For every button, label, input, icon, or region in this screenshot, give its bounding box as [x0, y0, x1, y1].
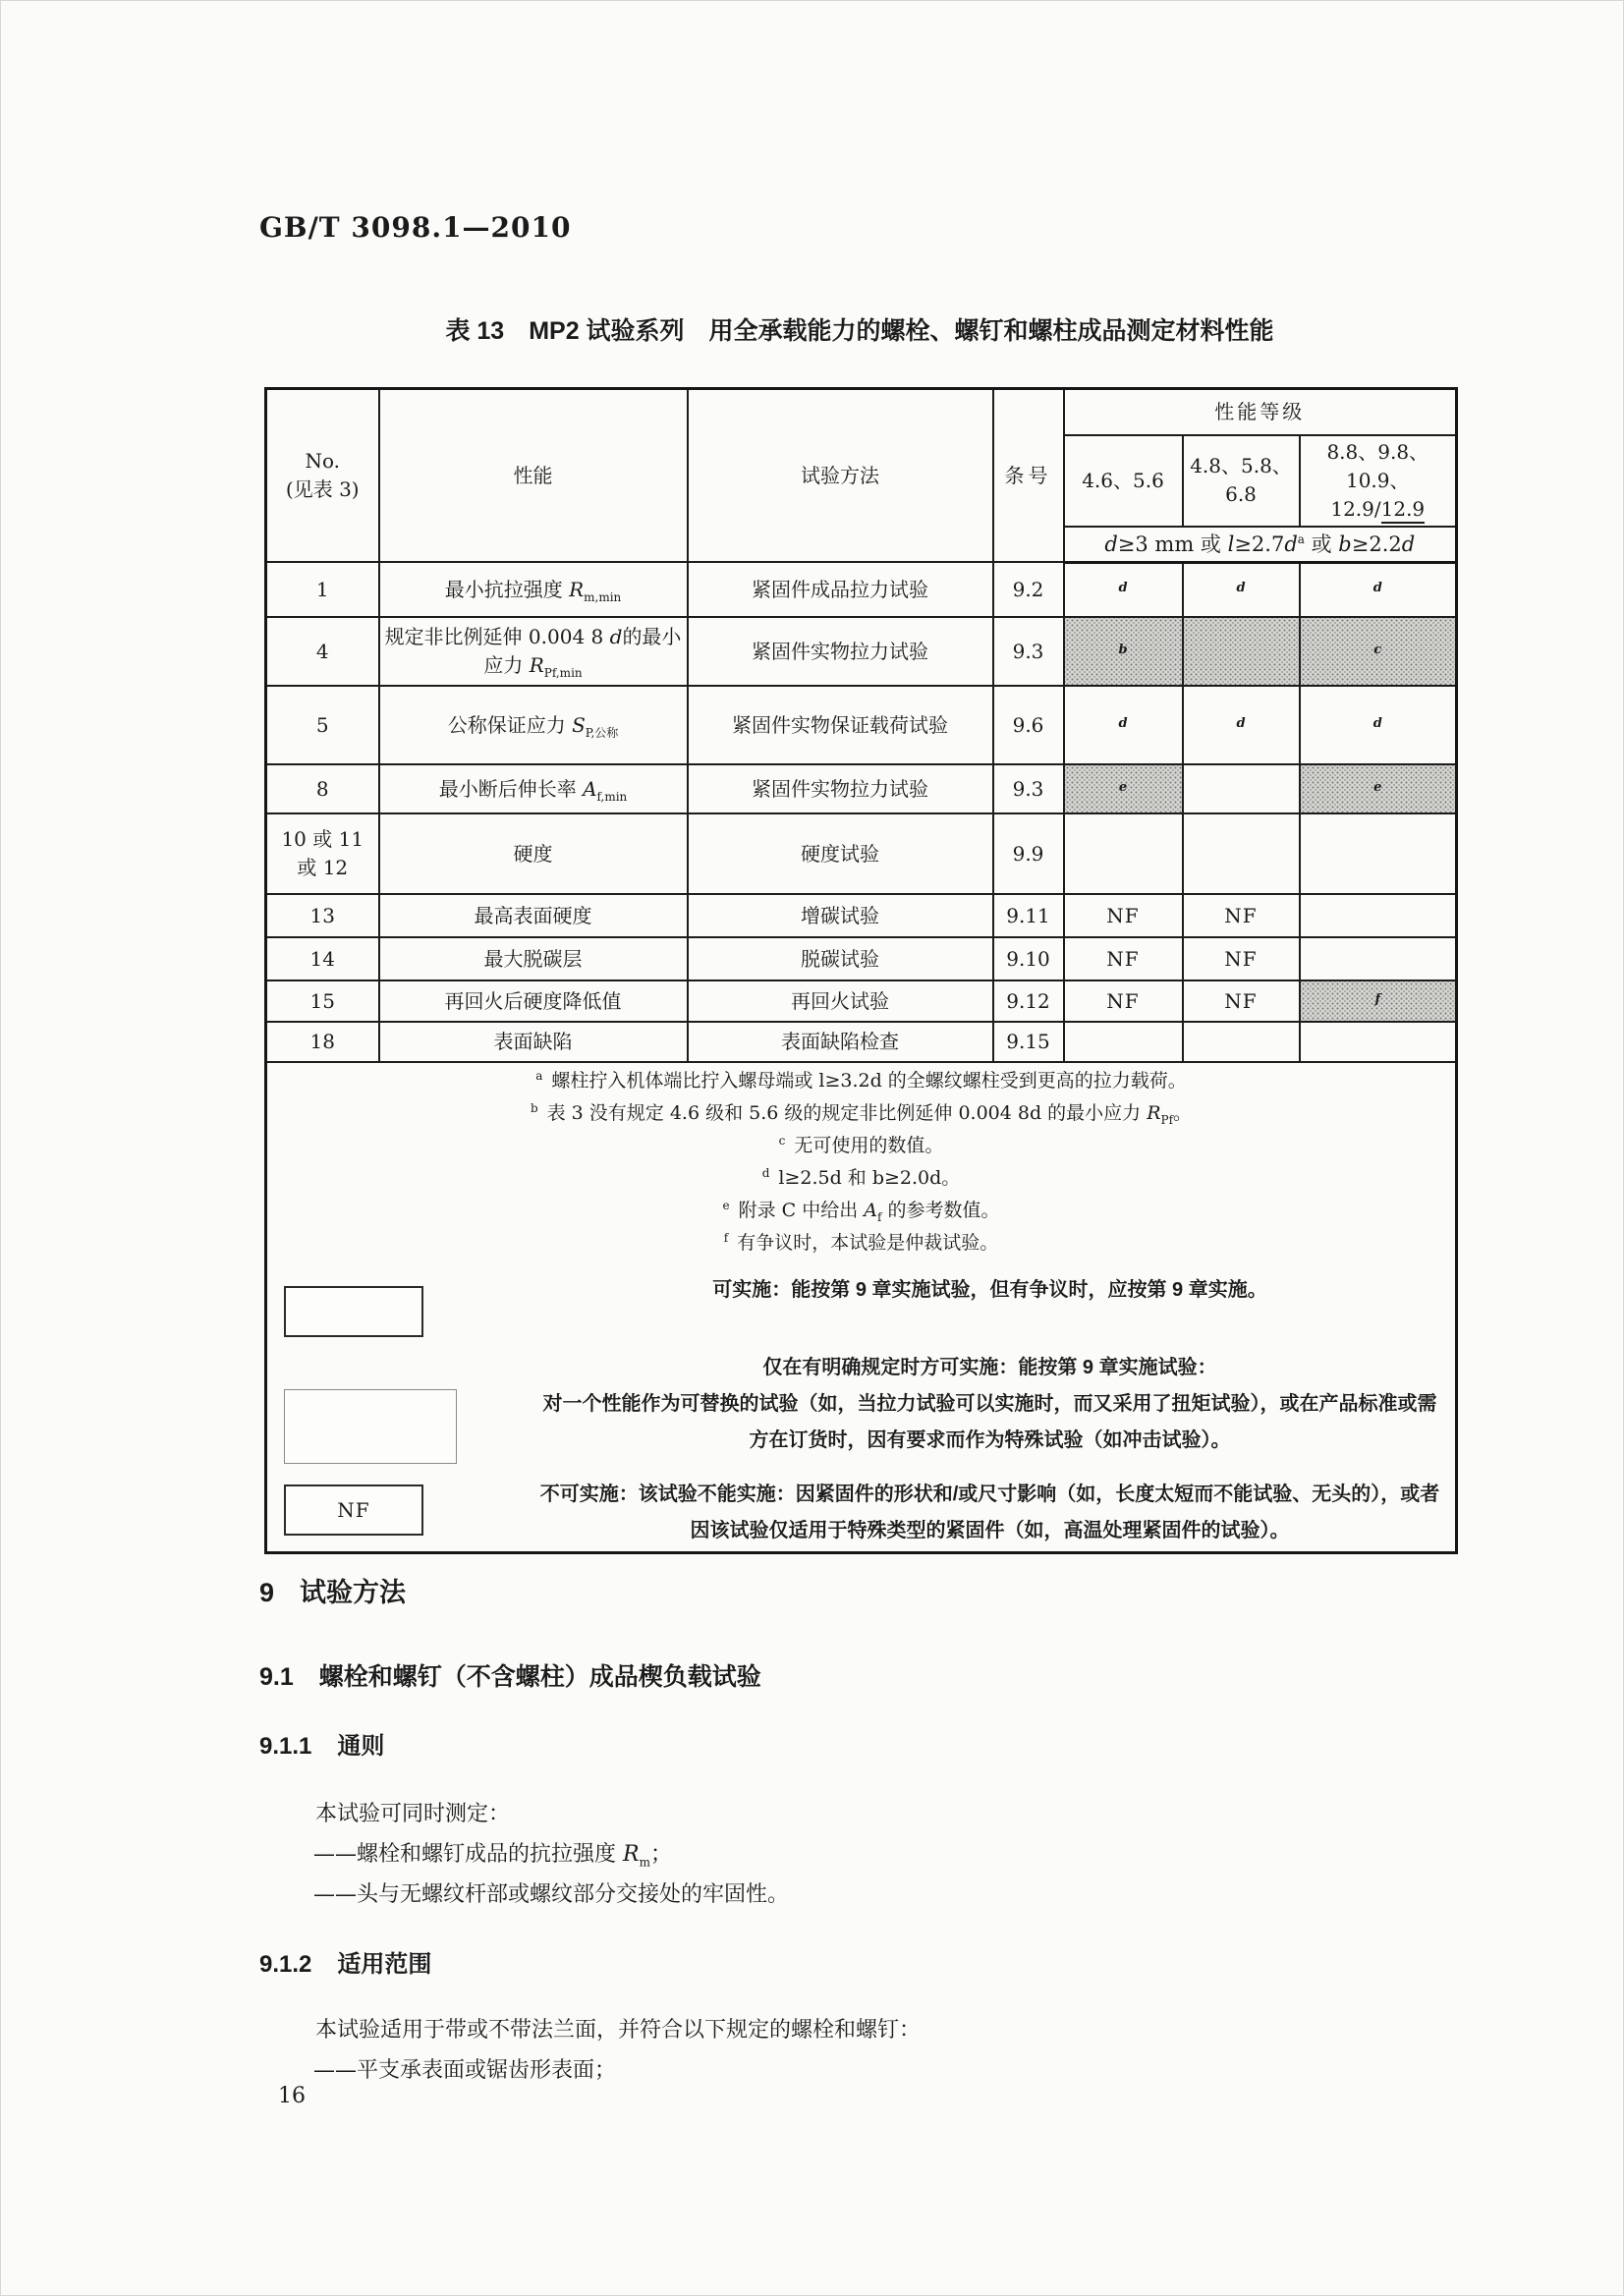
legend-label-conditional	[535, 1350, 1450, 1459]
table-body	[266, 562, 1457, 1062]
row-property	[379, 937, 688, 980]
grade-note-1: e	[1118, 779, 1128, 795]
footnote	[272, 1130, 1450, 1162]
row-method: 表面缺陷检查	[688, 1022, 993, 1062]
prop-text-1: 硬度	[513, 841, 553, 866]
legend-item-allowed	[272, 1272, 1450, 1337]
footnote-legend-cell	[266, 1062, 1457, 1553]
prop-subscript: m,min	[584, 589, 622, 604]
col-header-clause: 条号	[993, 389, 1064, 563]
blank-box-symbol	[284, 1286, 423, 1337]
footnote-mark: f	[723, 1231, 729, 1246]
grade-col-3-line2b-underlined: 12.9	[1381, 497, 1426, 524]
cond-sup-a: a	[1297, 532, 1305, 546]
legend-boxcol-blank	[272, 1272, 535, 1337]
prop-subscript: P,公称	[585, 725, 619, 740]
bullet-tensile-strength	[313, 1837, 672, 1868]
grade-col-3-line1: 8.8、9.8、10.9、	[1326, 439, 1429, 492]
bullet-1-tail: ；	[649, 1842, 672, 1867]
grade-col-3	[1300, 435, 1457, 527]
row-no: 10 或 11 或 12	[266, 813, 379, 894]
footnote	[272, 1065, 1450, 1097]
grade-cell-3	[1300, 764, 1457, 813]
bullet-1-subscript: m	[639, 1855, 650, 1870]
row-property	[379, 686, 688, 764]
footnotes	[272, 1065, 1450, 1260]
grade-cell-1	[1064, 617, 1183, 686]
grade-note-1: b	[1118, 642, 1128, 657]
prop-symbol: R	[529, 653, 544, 678]
table-row	[266, 937, 1457, 980]
size-condition	[1064, 527, 1457, 563]
grade-note-2: NF	[1224, 946, 1258, 971]
table-title: 表 13 MP2 试验系列 用全承载能力的螺栓、螺钉和螺柱成品测定材料性能	[445, 317, 1274, 345]
grade-cell-1	[1064, 764, 1183, 813]
row-clause: 9.15	[993, 1022, 1064, 1062]
grade-note-3: d	[1372, 581, 1382, 596]
page-number: 16	[278, 2084, 306, 2108]
grade-cell-3	[1300, 937, 1457, 980]
legend-item-nf	[272, 1477, 1450, 1549]
footnote	[272, 1097, 1450, 1130]
grade-cell-2	[1183, 617, 1300, 686]
row-method: 紧固件实物拉力试验	[688, 764, 993, 813]
row-property	[379, 764, 688, 813]
grade-cell-2	[1183, 764, 1300, 813]
section-9-1-heading	[259, 1657, 761, 1693]
row-no: 13	[266, 894, 379, 937]
table-row	[266, 813, 1457, 894]
grade-cell-2	[1183, 980, 1300, 1022]
footnote-tail: 的参考数值。	[881, 1200, 1000, 1222]
row-property	[379, 813, 688, 894]
row-property	[379, 980, 688, 1022]
grade-cell-3	[1300, 894, 1457, 937]
grade-col-2	[1183, 435, 1300, 527]
prop-symbol: R	[569, 577, 585, 601]
footnote	[272, 1195, 1450, 1227]
row-method: 硬度试验	[688, 813, 993, 894]
footnote-mark: c	[778, 1134, 786, 1148]
grade-note-1: d	[1118, 581, 1128, 596]
section-9-1-2-number: 9.1.2	[259, 1951, 312, 1978]
section-9-1-2-title: 适用范围	[337, 1951, 432, 1978]
table-row	[266, 617, 1457, 686]
row-no: 5	[266, 686, 379, 764]
no-ref: (见表 3)	[285, 477, 360, 502]
no-label: No.	[305, 449, 341, 474]
legend	[272, 1272, 1450, 1549]
grade-note-3: c	[1373, 642, 1382, 657]
prop-text-1: 再回火后硬度降低值	[444, 988, 622, 1013]
grade-cell-1	[1064, 1022, 1183, 1062]
cond-t2: ≥2.7	[1234, 532, 1285, 556]
legend-boxcol-shaded	[272, 1350, 535, 1464]
cond-b: b	[1338, 532, 1352, 556]
table-row	[266, 562, 1457, 617]
section-9-number: 9	[259, 1578, 275, 1607]
bullet-1-symbol: R	[623, 1842, 640, 1867]
grade-cell-3	[1300, 562, 1457, 617]
nf-box-symbol: NF	[284, 1484, 423, 1536]
grade-cell-3	[1300, 617, 1457, 686]
legend-label-nf: 不可实施：该试验不能实施：因紧固件的形状和/或尺寸影响（如，长度太短而不能试验、无头的），或者因该试验仅适用于特殊类型的紧固件（如，高温处理紧固件的试验）。	[539, 1484, 1440, 1542]
footnote-subscript: Pf	[1160, 1113, 1174, 1128]
grade-note-1: d	[1118, 715, 1128, 731]
cond-d2: d	[1284, 532, 1298, 556]
bullet-1-text: ——螺栓和螺钉成品的抗拉强度	[313, 1842, 623, 1867]
footnote-text: 有争议时，本试验是仲裁试验。	[737, 1232, 999, 1255]
table-foot	[266, 1062, 1457, 1553]
row-property	[379, 617, 688, 686]
grade-cell-1	[1064, 980, 1183, 1022]
grade-cell-1	[1064, 894, 1183, 937]
footnote-text: 螺柱拧入机体端比拧入螺母端或 l≥3.2d 的全螺纹螺柱受到更高的拉力载荷。	[551, 1070, 1187, 1092]
grade-cell-2	[1183, 937, 1300, 980]
section-9-1-2-heading	[259, 1944, 431, 1979]
grade-col-2-line2: 6.8	[1225, 482, 1257, 506]
table-header	[266, 389, 1457, 563]
header-row-top	[266, 389, 1457, 435]
row-property	[379, 1022, 688, 1062]
grade-cell-1	[1064, 562, 1183, 617]
grade-cell-2	[1183, 1022, 1300, 1062]
prop-text-1: 最大脱碳层	[483, 946, 583, 971]
shaded-box-symbol	[284, 1389, 457, 1464]
section-9-title: 试验方法	[300, 1578, 407, 1607]
section-9-1-1-title: 通则	[337, 1733, 385, 1760]
row-clause: 9.3	[993, 764, 1064, 813]
grade-cell-2	[1183, 562, 1300, 617]
grade-cell-1	[1064, 813, 1183, 894]
grade-cell-3	[1300, 980, 1457, 1022]
legend-conditional-body: 对一个性能作为可替换的试验（如，当拉力试验可以实施时，而又采用了扭矩试验），或在产品标准或需方在订货时，因有要求而作为特殊试验（如冲击试验）。	[542, 1393, 1437, 1452]
prop-italic-1: d	[609, 625, 623, 649]
cond-d3: d	[1401, 532, 1416, 556]
row-clause: 9.12	[993, 980, 1064, 1022]
grade-cell-1	[1064, 937, 1183, 980]
bullet-head-soundness: ——头与无螺纹杆部或螺纹部分交接处的牢固性。	[313, 1882, 790, 1907]
footnote-text: l≥2.5d 和 b≥2.0d。	[778, 1167, 961, 1190]
legend-boxcol-nf	[272, 1477, 535, 1536]
footnote-legend-row	[266, 1062, 1457, 1553]
footnote-mark: a	[535, 1069, 543, 1084]
grade-note-2: d	[1236, 715, 1246, 731]
grade-cell-2	[1183, 813, 1300, 894]
footnote-text: 表 3 没有规定 4.6 级和 5.6 级的规定非比例延伸 0.004 8d 的最小应力	[546, 1102, 1148, 1125]
cond-d1: d	[1104, 532, 1118, 556]
section-9-1-title: 螺栓和螺钉（不含螺柱）成品楔负载试验	[318, 1663, 761, 1691]
footnote-mark: d	[761, 1166, 770, 1181]
row-property	[379, 894, 688, 937]
prop-subscript: f,min	[596, 789, 628, 804]
row-method: 紧固件实物拉力试验	[688, 617, 993, 686]
prop-text-1: 公称保证应力	[447, 712, 573, 737]
section-9-heading	[259, 1571, 406, 1609]
row-no: 1	[266, 562, 379, 617]
footnote	[272, 1227, 1450, 1260]
grade-note-3: f	[1374, 991, 1381, 1007]
prop-symbol: A	[583, 776, 597, 801]
bullet-bearing-surface: ——平支承表面或锯齿形表面；	[313, 2058, 617, 2083]
para-scope-intro: 本试验适用于带或不带法兰面，并符合以下规定的螺栓和螺钉：	[315, 2018, 922, 2043]
grade-cell-3	[1300, 686, 1457, 764]
grade-col-2-line1: 4.8、5.8、	[1190, 454, 1292, 477]
footnote-symbol: R	[1147, 1102, 1161, 1125]
footnote-tail: 。	[1173, 1102, 1193, 1125]
grade-note-2: NF	[1224, 988, 1258, 1013]
standard-code: GB/T 3098.1—2010	[259, 211, 572, 244]
prop-text-1: 规定非比例延伸 0.004 8	[384, 625, 610, 649]
grade-cell-3	[1300, 813, 1457, 894]
col-header-grade-group: 性能等级	[1064, 389, 1457, 435]
grade-cell-2	[1183, 894, 1300, 937]
footnote-mark: b	[530, 1101, 538, 1116]
prop-subscript: Pf,min	[543, 666, 583, 681]
table-row	[266, 894, 1457, 937]
section-9-1-1-heading	[259, 1726, 384, 1761]
grade-col-1: 4.6、5.6	[1064, 435, 1183, 527]
prop-text-1: 最高表面硬度	[474, 903, 592, 927]
footnote-symbol: A	[864, 1200, 878, 1222]
section-9-1-1-number: 9.1.1	[259, 1733, 312, 1760]
row-clause: 9.3	[993, 617, 1064, 686]
grade-note-3: e	[1373, 779, 1382, 795]
col-header-method: 试验方法	[688, 389, 993, 563]
table-row	[266, 1022, 1457, 1062]
row-method: 紧固件实物保证载荷试验	[688, 686, 993, 764]
row-method: 脱碳试验	[688, 937, 993, 980]
row-clause: 9.2	[993, 562, 1064, 617]
footnote-text: 附录 C 中给出	[738, 1200, 865, 1222]
legend-item-conditional	[272, 1350, 1450, 1464]
row-clause: 9.11	[993, 894, 1064, 937]
grade-note-1: NF	[1106, 946, 1140, 971]
section-9-1-number: 9.1	[259, 1663, 294, 1691]
footnote-mark: e	[722, 1199, 730, 1213]
row-clause: 9.6	[993, 686, 1064, 764]
table-row	[266, 686, 1457, 764]
row-no: 14	[266, 937, 379, 980]
footnote	[272, 1162, 1450, 1195]
prop-text-1: 最小抗拉强度	[444, 577, 570, 601]
prop-text-1: 最小断后伸长率	[438, 776, 584, 801]
cond-t1: ≥3 mm 或	[1117, 532, 1228, 556]
row-property	[379, 562, 688, 617]
prop-text-2: 的最小应力	[483, 625, 682, 678]
para-measure-intro: 本试验可同时测定：	[315, 1802, 511, 1826]
footnote-subscript: f	[877, 1210, 882, 1225]
col-header-property: 性能	[379, 389, 688, 563]
grade-cell-1	[1064, 686, 1183, 764]
grade-note-1: NF	[1106, 988, 1140, 1013]
grade-note-2: NF	[1224, 903, 1258, 927]
prop-symbol: S	[572, 712, 586, 737]
row-no: 15	[266, 980, 379, 1022]
prop-text-1: 表面缺陷	[493, 1030, 573, 1054]
grade-note-2: d	[1236, 581, 1246, 596]
footnote-text: 无可使用的数值。	[794, 1135, 944, 1157]
properties-table	[264, 387, 1458, 1554]
legend-conditional-title: 仅在有明确规定时方可实施：能按第 9 章实施试验：	[762, 1357, 1217, 1379]
table-row	[266, 764, 1457, 813]
cond-t3: 或	[1304, 532, 1339, 556]
legend-label-allowed: 可实施：能按第 9 章实施试验，但有争议时，应按第 9 章实施。	[712, 1279, 1267, 1302]
grade-cell-3	[1300, 1022, 1457, 1062]
cond-t4: ≥2.2	[1351, 532, 1402, 556]
grade-note-3: d	[1372, 715, 1382, 731]
row-no: 4	[266, 617, 379, 686]
grade-col-3-line2a: 12.9/	[1330, 496, 1381, 521]
row-clause: 9.9	[993, 813, 1064, 894]
col-header-no	[266, 389, 379, 563]
grade-note-1: NF	[1106, 903, 1140, 927]
row-clause: 9.10	[993, 937, 1064, 980]
grade-cell-2	[1183, 686, 1300, 764]
row-method: 再回火试验	[688, 980, 993, 1022]
row-method: 紧固件成品拉力试验	[688, 562, 993, 617]
row-method: 增碳试验	[688, 894, 993, 937]
row-no: 8	[266, 764, 379, 813]
cond-l: l	[1227, 532, 1235, 556]
table-row	[266, 980, 1457, 1022]
row-no: 18	[266, 1022, 379, 1062]
